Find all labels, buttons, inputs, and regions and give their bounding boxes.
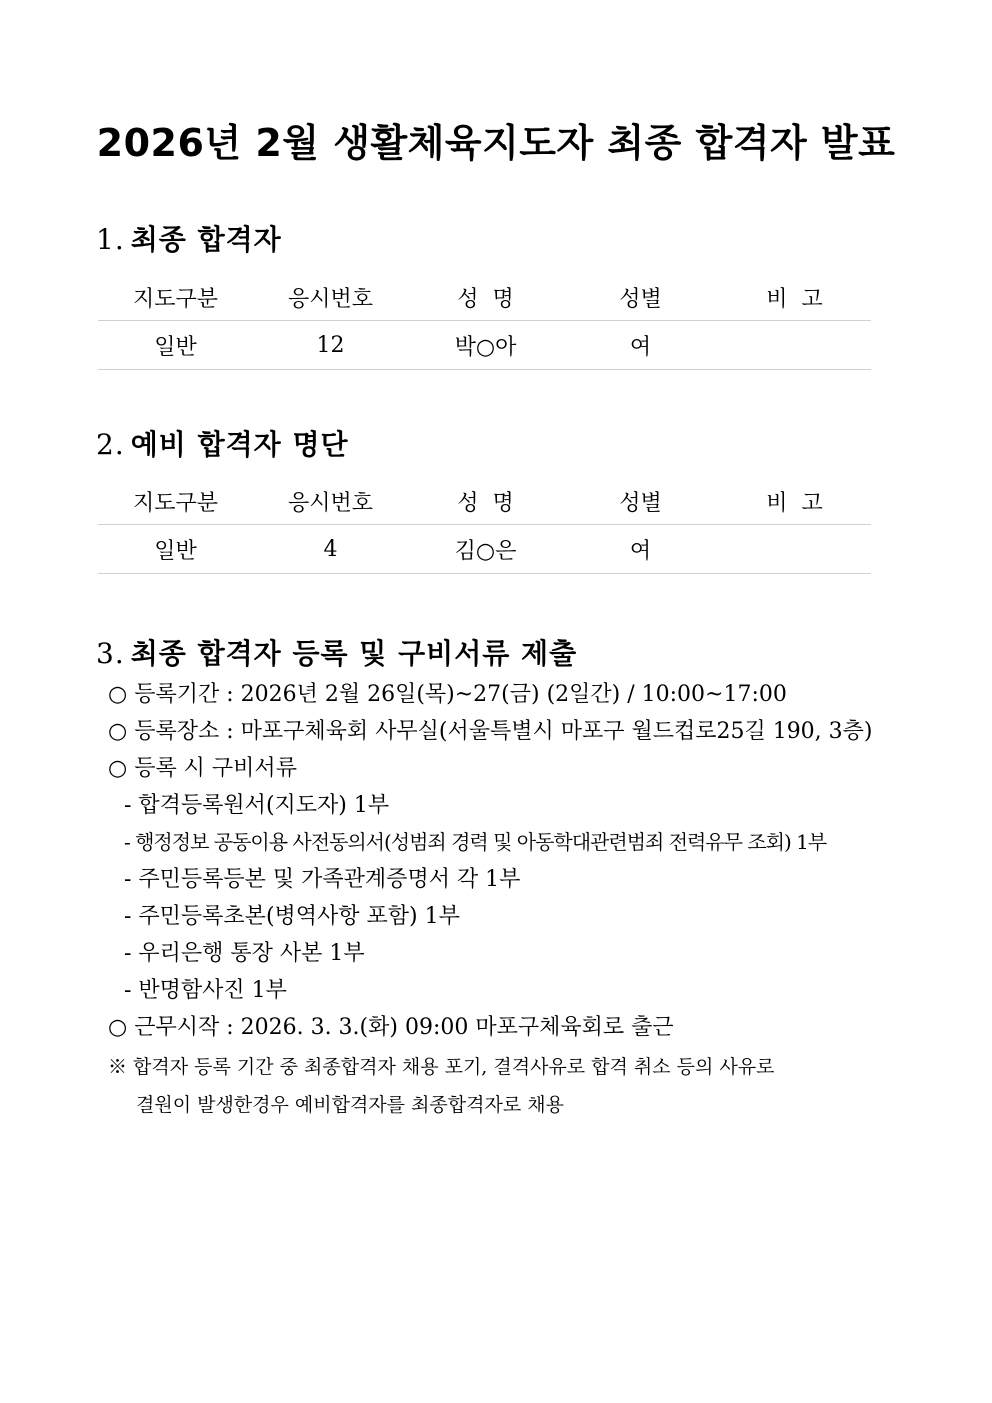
- required-documents-label: ○ 등록 시 구비서류: [108, 756, 297, 781]
- table-header-row: [98, 478, 871, 525]
- reserve-passers-table: [98, 478, 871, 574]
- cell-name: 김○은: [408, 525, 563, 574]
- cell-exam-number: 4: [253, 525, 408, 574]
- section-3-number: 3.: [96, 637, 125, 670]
- section-3-title: 최종 합격자 등록 및 구비서류 제출: [130, 637, 578, 670]
- document-item: - 주민등록초본(병역사항 포함) 1부: [124, 904, 460, 929]
- column-header-gender: 성별: [563, 478, 718, 525]
- section-2-title: 예비 합격자 명단: [130, 428, 349, 461]
- note-line-1: ※ 합격자 등록 기간 중 최종합격자 채용 포기, 결격사유로 합격 취소 등의 사유로: [108, 1056, 775, 1078]
- column-header-exam-number: 응시번호: [253, 478, 408, 525]
- final-passers-table: [98, 274, 871, 370]
- cell-remarks: [718, 525, 871, 574]
- column-header-category: 지도구분: [98, 274, 253, 321]
- cell-gender: 여: [563, 321, 718, 370]
- page-title: 2026년 2월 생활체육지도자 최종 합격자 발표: [96, 121, 896, 165]
- cell-remarks: [718, 321, 871, 370]
- column-header-gender: 성별: [563, 274, 718, 321]
- registration-place: ○ 등록장소 : 마포구체육회 사무실(서울특별시 마포구 월드컵로25길 190, 3층): [108, 719, 873, 744]
- column-header-remarks: 비 고: [718, 478, 871, 525]
- section-2-heading: [96, 423, 349, 463]
- note-line-2: 결원이 발생한경우 예비합격자를 최종합격자로 채용: [136, 1094, 564, 1116]
- registration-period: ○ 등록기간 : 2026년 2월 26일(목)~27(금) (2일간) / 10:00~17:00: [108, 682, 787, 707]
- work-start: ○ 근무시작 : 2026. 3. 3.(화) 09:00 마포구체육회로 출근: [108, 1015, 674, 1040]
- section-1-heading: [96, 218, 282, 258]
- table-row: [98, 321, 871, 370]
- column-header-exam-number: 응시번호: [253, 274, 408, 321]
- cell-exam-number: 12: [253, 321, 408, 370]
- column-header-name: 성 명: [408, 274, 563, 321]
- table-header-row: [98, 274, 871, 321]
- section-3-heading: [96, 632, 577, 672]
- cell-category: 일반: [98, 525, 253, 574]
- document-item: - 반명함사진 1부: [124, 978, 287, 1003]
- reserve-note: [108, 1048, 775, 1124]
- document-item: - 행정정보 공동이용 사전동의서(성범죄 경력 및 아동학대관련범죄 전력유무 조회) 1부: [124, 830, 827, 854]
- column-header-remarks: 비 고: [718, 274, 871, 321]
- table-row: [98, 525, 871, 574]
- column-header-name: 성 명: [408, 478, 563, 525]
- section-1-number: 1.: [96, 223, 125, 256]
- column-header-category: 지도구분: [98, 478, 253, 525]
- document-item: - 합격등록원서(지도자) 1부: [124, 793, 390, 818]
- section-2-number: 2.: [96, 428, 125, 461]
- document-item: - 우리은행 통장 사본 1부: [124, 941, 365, 966]
- section-1-title: 최종 합격자: [130, 223, 282, 256]
- cell-category: 일반: [98, 321, 253, 370]
- registration-details: [108, 676, 873, 1046]
- document-item: - 주민등록등본 및 가족관계증명서 각 1부: [124, 867, 521, 892]
- cell-gender: 여: [563, 525, 718, 574]
- cell-name: 박○아: [408, 321, 563, 370]
